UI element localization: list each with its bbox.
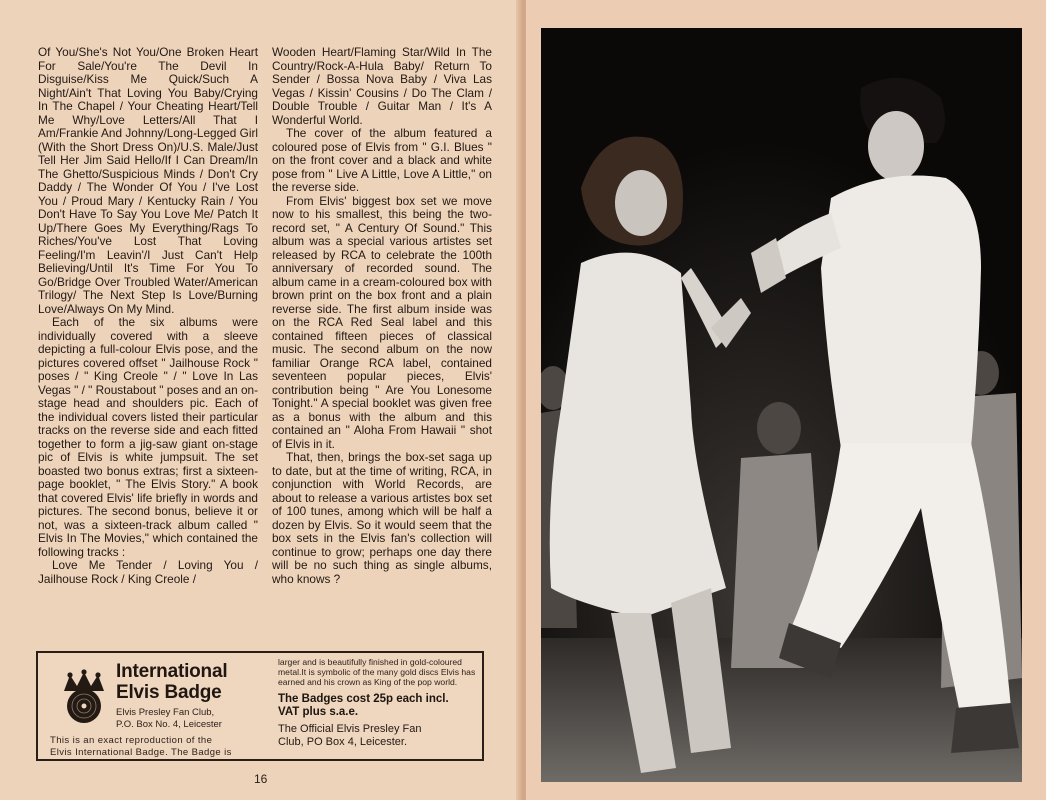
advert-club-address: The Official Elvis Presley Fan Club, PO Box 4, Leicester. — [278, 723, 422, 748]
advert-address: Elvis Presley Fan Club, P.O. Box No. 4, Leicester — [116, 707, 222, 730]
article-paragraph: Wooden Heart/Flaming Star/Wild In The Country/Rock-A-Hula Baby/ Return To Sender / Bossa Nova Baby / Viva Las Vegas / Kissin' Cousins / Do The Clam / Double Trouble / Guitar Man / It's A Wonderful World. — [272, 45, 492, 127]
advert-title: International Elvis Badge — [116, 661, 228, 703]
advert-note: This is an exact reproduction of the Elvis International Badge. The Badge is — [50, 735, 232, 758]
left-page — [0, 0, 522, 800]
article-paragraph: That, then, brings the box-set saga up to date, but at the time of writing, RCA, in conjunction with World Records, are about to release a various artistes box set of 100 tunes, among which will be half a dozen by Elvis. So it would seem that the box sets in the Elvis fan's collection will continue to grow; perhaps one day there will be no such thing as single albums, who knows ? — [272, 450, 492, 586]
dance-photo — [541, 28, 1022, 782]
photo-illustration — [541, 28, 1022, 782]
article-paragraph: The cover of the album featured a coloured pose of Elvis from " G.I. Blues " on the front cover and a black and white pose from " Live A Little, Love A Little," on the reverse side. — [272, 126, 492, 194]
article-column-1 — [38, 46, 258, 586]
advert-description: larger and is beautifully finished in gold-coloured metal.It is symbolic of the many gold discs Elvis has earned and his crown as King of the pop world. — [278, 657, 476, 687]
article-paragraph: From Elvis' biggest box set we move now to his smallest, this being the two-record set, " A Century Of Sound." This album was a special various artistes set released by RCA to celebrate the 100th anniversary of recorded sound. The album came in a cream-coloured box with brown print on the box front and a plain reverse side. The first album inside was on the RCA Red Seal label and this contained fifteen pieces of classical music. The second album on the now familiar Orange RCA label, contained seventeen popular pieces, Elvis' contribution being " Are You Lonesome Tonight." A special booklet was given free as a bonus with the album and this contained an " Aloha From Hawaii " shot of Elvis in it. — [272, 193, 492, 451]
article-paragraph: Love Me Tender / Loving You / Jailhouse Rock / King Creole / — [38, 558, 258, 586]
advert-price: The Badges cost 25p each incl. VAT plus s.a.e. — [278, 693, 449, 718]
article-paragraph: Of You/She's Not You/One Broken Heart For Sale/You're The Devil In Disguise/Kiss Me Quick/Such A Night/Ain't That Loving You Baby/Crying In The Chapel / Your Cheating Heart/Tell Me Why/Love Letters/All That I Am/Frankie And Johnny/Long-Legged Girl (With the Short Dress On)/U.S. Male/Just Tell Her Jim Said Hello/If I Can Dream/In The Ghetto/Suspicious Minds / Don't Cry Daddy / The Wonder Of You / I've Lost You / Proud Mary / Kentucky Rain / You Don't Have To Say You Love Me/ Patch It Up/There Goes My Everything/Rags To Riches/You've Lost That Loving Feeling/I'm Leavin'/I Just Can't Help Believing/Until It's Time For You To Go/Bridge Over Troubled Water/American Trilogy/ The Next Step Is Love/Burning Love/Always On My Mind. — [38, 45, 258, 316]
article-paragraph: Each of the six albums were individually covered with a sleeve depicting a full-colour Elvis pose, and the pictures covered offset " Jailhouse Rock " poses / " King Creole " / " Love In Las Vegas " / " Roustabout " poses and an on-stage head and shoulders pic. Each of the individual covers listed their particular tracks on the reverse side and each fitted together to form a jig-saw giant on-stage pic of Elvis is white jumpsuit. The set boasted two bonus extras; first a sixteen-page booklet, " The Elvis Story." A book that covered Elvis' life briefly in words and pictures. The second bonus, believe it or not, was a sixteen-track album called " Elvis In The Movies," which contained the following tracks : — [38, 315, 258, 559]
advert-left-panel — [44, 657, 270, 757]
badge-advert — [36, 651, 484, 761]
article-column-2 — [272, 46, 492, 586]
advert-right-panel — [278, 657, 478, 757]
crown-badge-icon — [58, 669, 110, 725]
page-number: 16 — [254, 772, 268, 786]
